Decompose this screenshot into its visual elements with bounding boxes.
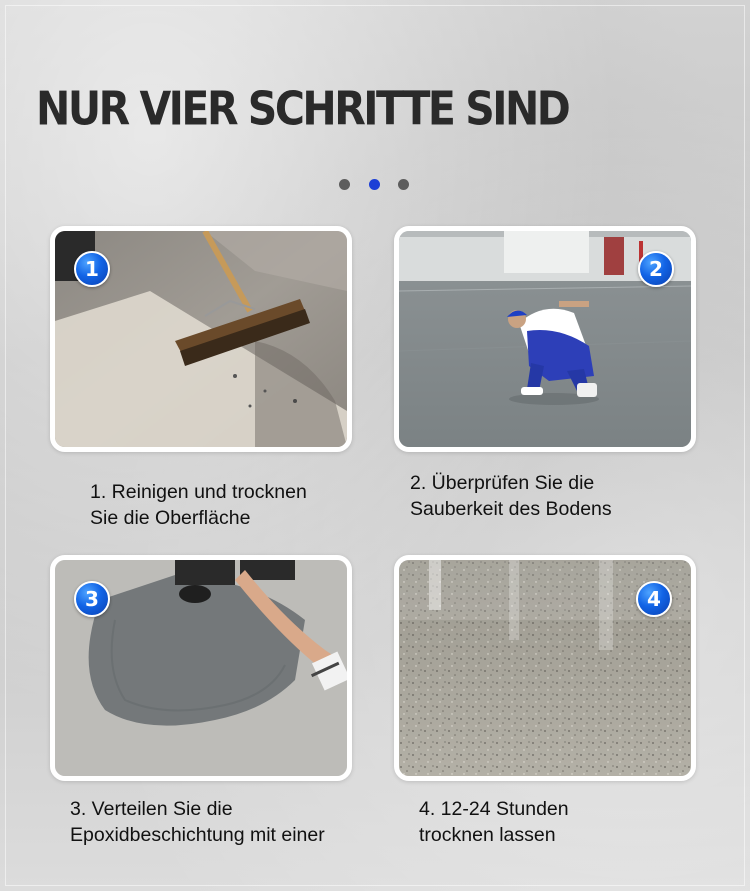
step-3-caption-line-1: 3. Verteilen Sie die (70, 798, 233, 820)
step-2-caption (410, 470, 612, 522)
step-2-caption-line-2: Sauberkeit des Bodens (410, 498, 612, 520)
carousel-dot-1[interactable] (339, 179, 350, 190)
step-4-caption-line-2: trocknen lassen (419, 824, 556, 846)
step-1-caption (90, 479, 307, 531)
step-4-number-badge: 4 (636, 581, 672, 617)
step-1-number-badge: 1 (74, 251, 110, 287)
step-3-number-badge: 3 (74, 581, 110, 617)
step-4-caption-line-1: 4. 12-24 Stunden (419, 798, 569, 820)
step-3-caption (70, 796, 325, 848)
step-2-caption-line-1: 2. Überprüfen Sie die (410, 472, 595, 494)
carousel-dot-2-active[interactable] (369, 179, 380, 190)
step-2-number-badge: 2 (638, 251, 674, 287)
carousel-dot-3[interactable] (398, 179, 409, 190)
step-1-caption-line-1: 1. Reinigen und trocknen (90, 481, 307, 503)
step-4-caption (419, 796, 569, 848)
step-1-caption-line-2: Sie die Oberfläche (90, 507, 251, 529)
page-title: NUR VIER SCHRITTE SIND (36, 82, 569, 136)
step-3-caption-line-2: Epoxidbeschichtung mit einer (70, 824, 325, 846)
